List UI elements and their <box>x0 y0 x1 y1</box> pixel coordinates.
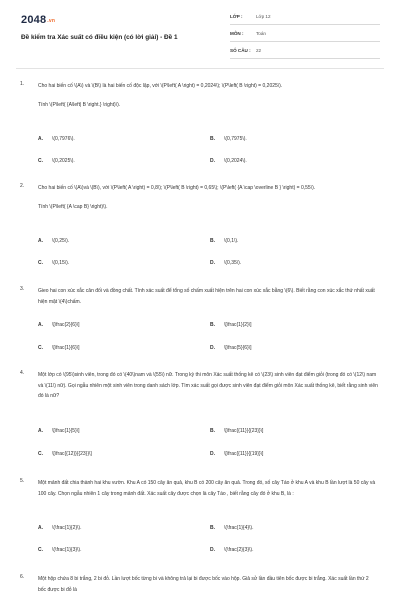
option-letter: C. <box>38 260 43 266</box>
question-line: Cho hai biến cố \(A\)và \(B\), với \(P\left( A \right) = 0,8\); \(P\left( B \right) = 0,65\); \(P\left( {A \cap \overline B } \right) = 0,55\). <box>38 185 316 191</box>
option-text: \(0,35\). <box>224 260 242 266</box>
question-line: Một hộp chứa 8 bi trắng, 2 bi đỏ. Lần lượt bốc từng bi và không trả lại bi được bốc vào hộp. Giả sử lần đầu tiên bốc được bi trắng. Xác suất lần thứ 2 bốc được bi đỏ là <box>38 576 369 593</box>
option-d[interactable] <box>210 451 263 457</box>
question-text <box>38 478 378 499</box>
option-text: \[\frac{{11}}{{19}}\] <box>224 451 264 457</box>
option-letter: B. <box>210 525 215 531</box>
meta-class-row <box>230 8 380 25</box>
question-text <box>38 286 378 307</box>
option-c[interactable] <box>38 158 75 164</box>
option-b[interactable] <box>210 322 252 328</box>
question-text <box>38 81 378 110</box>
meta-count-value: 22 <box>256 47 262 53</box>
exam-meta <box>230 8 380 59</box>
option-text: \(0,15\). <box>52 260 70 266</box>
option-text: \(0,1\). <box>224 238 239 244</box>
option-text: \[\frac{1}{5}\] <box>52 428 80 434</box>
option-c[interactable] <box>38 345 80 351</box>
exam-title: Đề kiểm tra Xác suất có điều kiện (có lời giải) - Đề 1 <box>21 34 178 41</box>
question-line: Tính \(P\left( {A \cap B} \right)\). <box>38 203 108 210</box>
question-number: 3. <box>20 286 25 292</box>
option-letter: C. <box>38 547 43 553</box>
option-text: \(\frac{1}{3}\). <box>52 547 82 553</box>
option-letter: D. <box>210 158 215 164</box>
question-line: Tính \(P\left( {A\left| B \right.} \right)\). <box>38 101 121 108</box>
option-b[interactable] <box>210 136 247 142</box>
option-a[interactable] <box>38 322 80 328</box>
option-a[interactable] <box>38 428 80 434</box>
option-text: \[\frac{5}{6}\] <box>224 345 252 351</box>
question-number: 2. <box>20 183 25 189</box>
meta-count-row <box>230 42 380 59</box>
option-text: \[\frac{{11}}{{23}}\] <box>224 428 264 434</box>
meta-class-value: Lớp 12 <box>256 13 271 19</box>
option-text: \(0,2024\). <box>224 158 247 164</box>
option-a[interactable] <box>38 136 75 142</box>
question-number: 1. <box>20 81 25 87</box>
question-number: 4. <box>20 370 25 376</box>
header-divider <box>16 68 384 69</box>
option-text: \(0,7975\). <box>224 136 247 142</box>
option-text: \[\frac{1}{2}\] <box>224 322 252 328</box>
option-letter: A. <box>38 238 43 244</box>
option-letter: B. <box>210 322 215 328</box>
option-d[interactable] <box>210 345 252 351</box>
site-logo[interactable] <box>21 14 55 26</box>
meta-subject-value: Toán <box>256 30 266 36</box>
question-number: 6. <box>20 574 25 580</box>
option-c[interactable] <box>38 547 81 553</box>
question-number: 5. <box>20 478 25 484</box>
option-letter: D. <box>210 260 215 266</box>
option-text: \(\frac{1}{4}\). <box>224 525 254 531</box>
question-text <box>38 183 378 212</box>
option-text: \[\frac{{12}}{{23}}\] <box>52 451 92 457</box>
option-text: \(0,25\). <box>52 238 70 244</box>
question-text <box>38 574 378 595</box>
option-d[interactable] <box>210 547 253 553</box>
option-text: \[\frac{2}{6}\] <box>52 322 80 328</box>
question-line: Một mảnh đất chia thành hai khu vườn. Khu A có 150 cây ăn quả, khu B có 200 cây ăn quả. Trong đó, số cây Táo ở khu A và khu B lần lượt là 50 cây và 100 cây. Chọn ngẫu nhiên 1 cây trong mảnh đất. Xác suất cây được chọn là cây Táo , biết rằng cây đó ở khu B, là : <box>38 480 376 497</box>
meta-class-label: LỚP : <box>230 13 243 19</box>
option-b[interactable] <box>210 525 253 531</box>
option-c[interactable] <box>38 451 92 457</box>
meta-count-label: SỐ CÂU : <box>230 47 251 53</box>
option-letter: D. <box>210 451 215 457</box>
option-a[interactable] <box>38 525 81 531</box>
logo-suffix: .vn <box>47 18 56 24</box>
option-b[interactable] <box>210 238 238 244</box>
option-text: \(\frac{1}{2}\). <box>52 525 82 531</box>
option-letter: A. <box>38 136 43 142</box>
meta-subject-label: MÔN : <box>230 30 244 36</box>
option-letter: A. <box>38 322 43 328</box>
question-line: Một lớp có \(95\)sinh viên, trong đó có \(40\)nam và \(55\) nữ. Trong kỳ thi môn Xác suất thống kê có \(23\) sinh viên đạt điểm giỏi (trong đó có \(12\) nam và \(11\) nữ). Gọi ngẫu nhiên một sinh viên trong danh sách lớp. Tìm xác suất gọi được sinh viên đạt điểm giỏi môn Xác suất thống kê, biết rằng sinh viên đó là nữ? <box>38 372 378 400</box>
question-text <box>38 370 378 402</box>
option-letter: A. <box>38 525 43 531</box>
meta-subject-row <box>230 25 380 42</box>
option-d[interactable] <box>210 158 247 164</box>
option-text: \(0,7976\). <box>52 136 75 142</box>
option-text: \[\frac{1}{6}\] <box>52 345 80 351</box>
option-letter: B. <box>210 136 215 142</box>
option-text: \(0,2025\). <box>52 158 75 164</box>
option-c[interactable] <box>38 260 69 266</box>
option-letter: B. <box>210 428 215 434</box>
option-letter: B. <box>210 238 215 244</box>
option-letter: C. <box>38 345 43 351</box>
option-letter: C. <box>38 451 43 457</box>
option-letter: A. <box>38 428 43 434</box>
header <box>0 0 400 64</box>
question-line: Cho hai biến cố \(A\) và \(B\) là hai biến cố độc lập, với \(P\left( A \right) = 0,2024\); \(P\left( B \right) = 0,2025\). <box>38 83 283 89</box>
option-letter: C. <box>38 158 43 164</box>
option-b[interactable] <box>210 428 263 434</box>
option-letter: D. <box>210 345 215 351</box>
question-line: Gieo hai con xúc xắc cân đối và đồng chất. Tính xác suất để tổng số chấm xuất hiện trên hai con xúc xắc bằng \(6\). Biết rằng con xúc xắc thứ nhất xuất hiện mặt \(4\)chấm. <box>38 288 375 305</box>
option-a[interactable] <box>38 238 69 244</box>
logo-text: 2048 <box>21 14 47 26</box>
option-text: \(\frac{2}{3}\). <box>224 547 254 553</box>
option-letter: D. <box>210 547 215 553</box>
option-d[interactable] <box>210 260 241 266</box>
